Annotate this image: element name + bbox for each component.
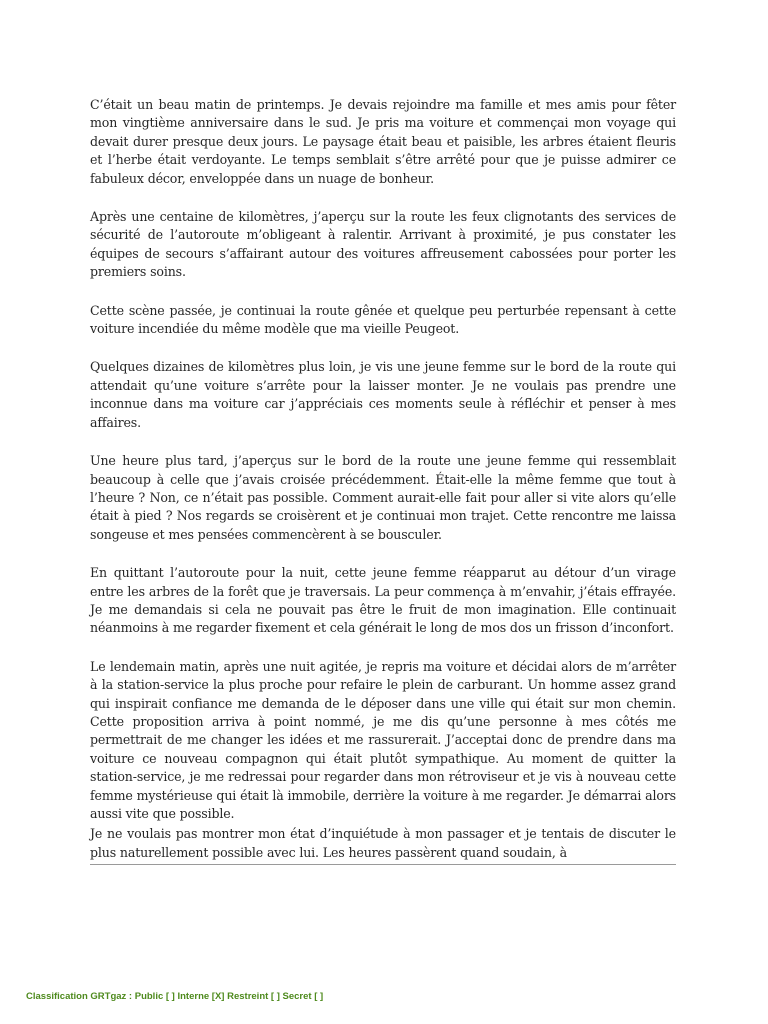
paragraph-8: Je ne voulais pas montrer mon état d’inquiétude à mon passager et je tentais de discuter le plus naturellement possible avec lui. Les heures passèrent quand soudain, à — [90, 825, 676, 865]
paragraph-3: Cette scène passée, je continuai la route gênée et quelque peu perturbée repensant à cette voiture incendiée du même modèle que ma vieille Peugeot. — [90, 302, 676, 337]
paragraph-5: Une heure plus tard, j’aperçus sur le bord de la route une jeune femme qui ressemblait beaucoup à celle que j’avais croisée précédemment. Était-elle la même femme que tout à l’heure ? Non, ce n’était pas possible. Comment aurait-elle fait pour aller si vite alors qu’elle était à pied ? Nos regards se croisèrent et je continuai mon trajet. Cette rencontre me laissa songeuse et mes pensées commencèrent à se bousculer. — [90, 453, 676, 542]
classification-footer: Classification GRTgaz : Public [ ] Interne [X] Restreint [ ] Secret [ ] — [26, 991, 324, 1002]
paragraph-4: Quelques dizaines de kilomètres plus loin, je vis une jeune femme sur le bord de la route qui attendait qu’une voiture s’arrête pour la laisser monter. Je ne voulais pas prendre une inconnue dans ma voiture car j’appréciais ces moments seule à réfléchir et penser à mes affaires. — [90, 359, 676, 430]
document-body — [90, 96, 676, 865]
paragraph-6: En quittant l’autoroute pour la nuit, cette jeune femme réapparut au détour d’un virage entre les arbres de la forêt que je traversais. La peur commença à m’envahir, j’étais effrayée. Je me demandais si cela ne pouvait pas être le fruit de mon imagination. Elle continuait néanmoins à me regarder fixement et cela générait le long de mos dos un frisson d’inconfort. — [90, 565, 676, 636]
paragraph-1: C’était un beau matin de printemps. Je devais rejoindre ma famille et mes amis pour fêter mon vingtième anniversaire dans le sud. Je pris ma voiture et commençai mon voyage qui devait durer presque deux jours. Le paysage était beau et paisible, les arbres étaient fleuris et l’herbe était verdoyante. Le temps semblait s’être arrêté pour que je puisse admirer ce fabuleux décor, enveloppée dans un nuage de bonheur. — [90, 97, 676, 186]
paragraph-2: Après une centaine de kilomètres, j’aperçu sur la route les feux clignotants des services de sécurité de l’autoroute m’obligeant à ralentir. Arrivant à proximité, je pus constater les équipes de secours s’affairant autour des voitures affreusement cabossées pour porter les premiers soins. — [90, 209, 676, 280]
paragraph-7: Le lendemain matin, après une nuit agitée, je repris ma voiture et décidai alors de m’arrêter à la station-service la plus proche pour refaire le plein de carburant. Un homme assez grand qui inspirait confiance me demanda de le déposer dans une ville qui était sur mon chemin. Cette proposition arriva à point nommé, je me dis qu’une personne à mes côtés me permettrait de me changer les idées et me rassurerait. J’acceptai donc de prendre dans ma voiture ce nouveau compagnon qui était plutôt sympathique. Au moment de quitter la station-service, je me redressai pour regarder dans mon rétroviseur et je vis à nouveau cette femme mystérieuse qui était là immobile, derrière la voiture à me regarder. Je démarrai alors aussi vite que possible. — [90, 658, 676, 821]
